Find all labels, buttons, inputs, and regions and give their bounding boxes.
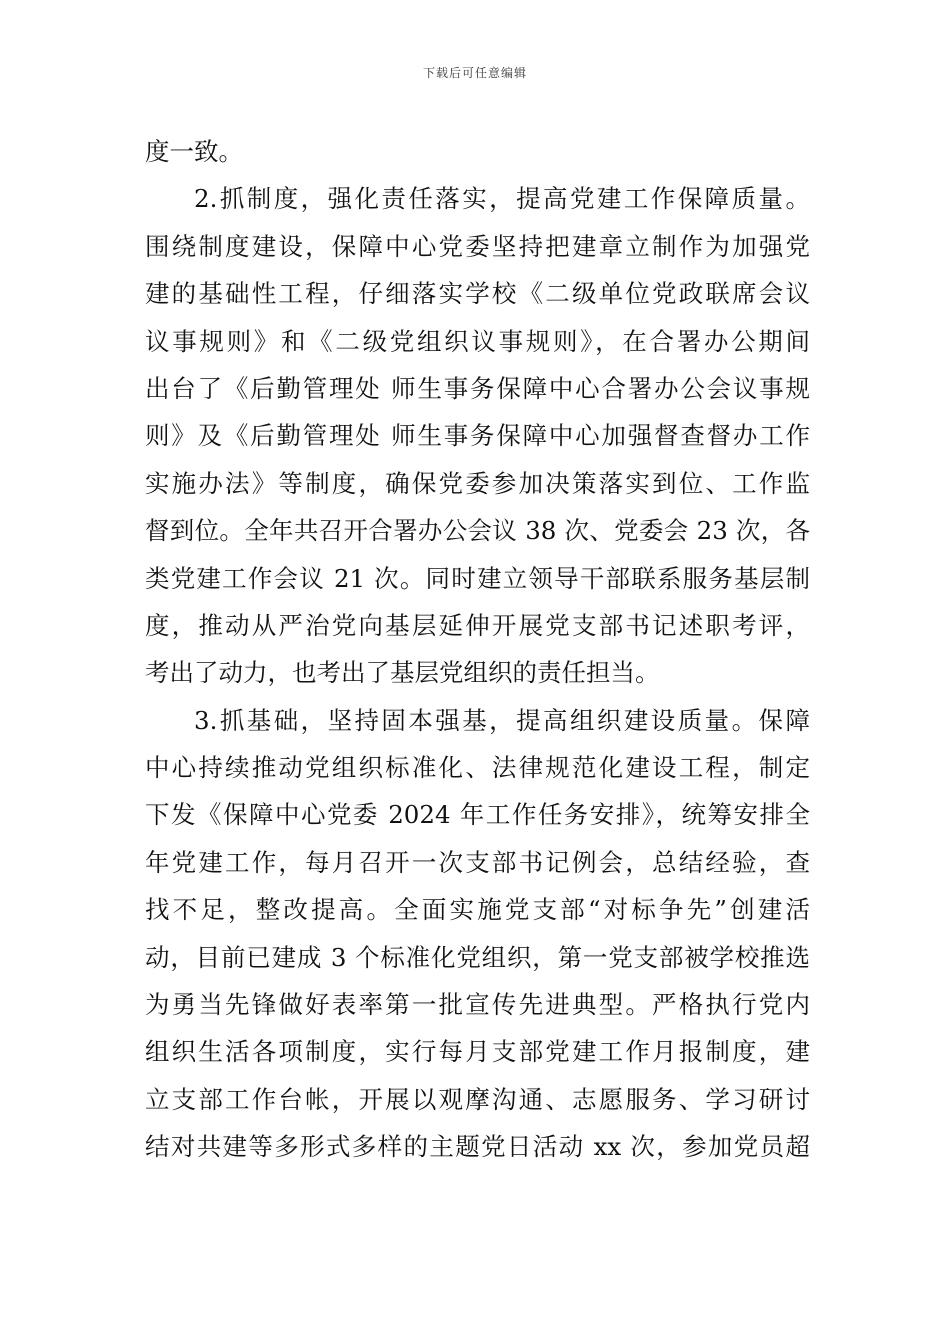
text-line: 组织生活各项制度，实行每月支部党建工作月报制度，建 <box>145 1037 810 1067</box>
text-line: 年党建工作，每月召开一次支部书记例会，总结经验，查 <box>145 847 810 877</box>
text-line: 2.抓制度，强化责任落实，提高党建工作保障质量。 <box>194 184 810 214</box>
text-line: 中心持续推动党组织标准化、法律规范化建设工程，制定 <box>145 753 810 783</box>
document-body <box>145 128 810 1171</box>
text-line: 为勇当先锋做好表率第一批宣传先进典型。严格执行党内 <box>145 990 810 1020</box>
text-line: 议事规则》和《二级党组织议事规则》，在合署办公期间 <box>145 326 810 356</box>
text-line: 类党建工作会议 21 次。同时建立领导干部联系服务基层制 <box>145 563 810 593</box>
text-line: 建的基础性工程，仔细落实学校《二级单位党政联席会议 <box>145 279 810 309</box>
text-line: 动，目前已建成 3 个标准化党组织，第一党支部被学校推选 <box>145 942 810 972</box>
text-line: 围绕制度建设，保障中心党委坚持把建章立制作为加强党 <box>145 231 810 261</box>
text-line: 结对共建等多形式多样的主题党日活动 xx 次，参加党员超 <box>145 1132 810 1162</box>
text-line: 度，推动从严治党向基层延伸开展党支部书记述职考评， <box>145 610 810 640</box>
text-line: 则》及《后勤管理处 师生事务保障中心加强督查督办工作 <box>145 421 810 451</box>
text-line: 出台了《后勤管理处 师生事务保障中心合署办公会议事规 <box>145 373 810 403</box>
text-line: 督到位。全年共召开合署办公会议 38 次、党委会 23 次，各 <box>145 516 810 546</box>
text-line: 实施办法》等制度，确保党委参加决策落实到位、工作监 <box>145 468 810 498</box>
text-line: 考出了动力，也考出了基层党组织的责任担当。 <box>145 658 660 688</box>
text-line: 找不足，整改提高。全面实施党支部“对标争先”创建活 <box>145 895 810 925</box>
text-line: 3.抓基础，坚持固本强基，提高组织建设质量。保障 <box>194 705 810 735</box>
text-line: 度一致。 <box>145 137 243 166</box>
text-line: 立支部工作台帐，开展以观摩沟通、志愿服务、学习研讨 <box>145 1084 810 1114</box>
text-line: 下发《保障中心党委 2024 年工作任务安排》，统筹安排全 <box>145 800 810 830</box>
page-header: 下载后可任意编辑 <box>422 66 527 80</box>
